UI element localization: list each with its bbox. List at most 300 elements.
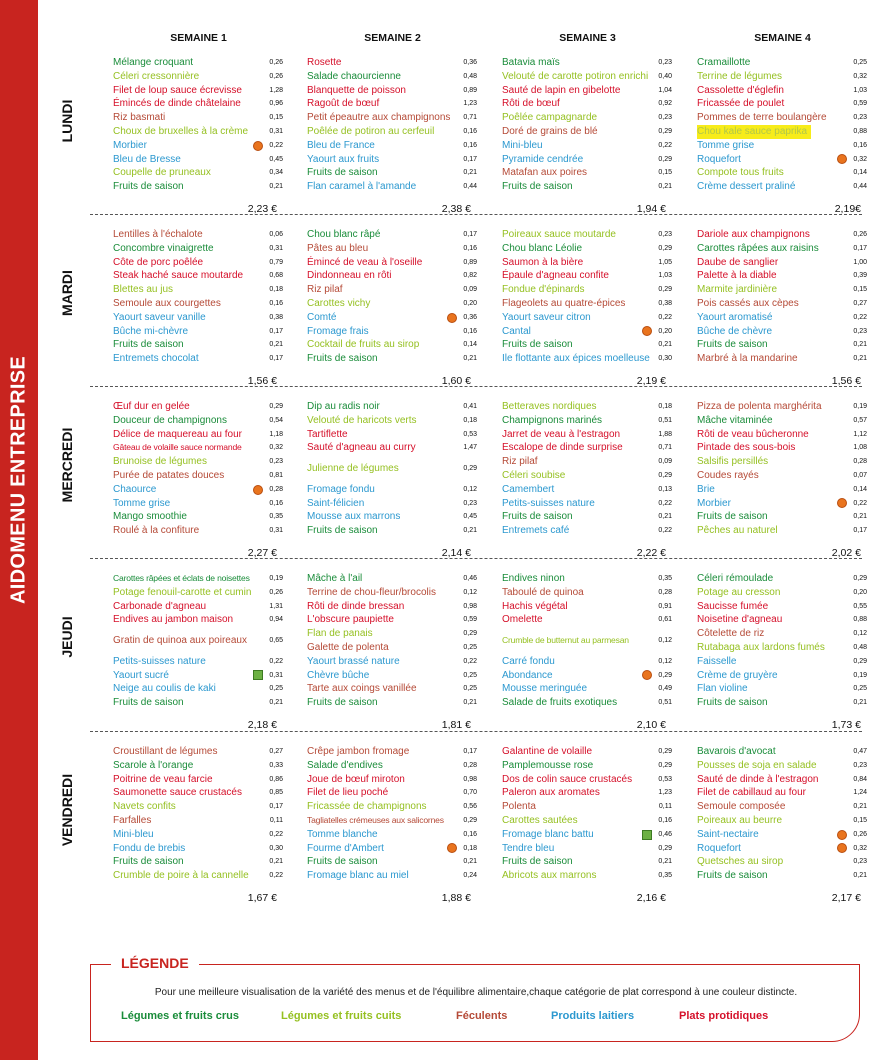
menu-item [307,497,477,511]
menu-item [307,166,477,180]
dish-name: Farfalles [113,815,152,826]
dish-name: Pamplemousse rose [502,759,594,771]
dish-name: Galette de polenta [307,642,389,653]
menu-item [502,325,672,339]
dish-price: 0,21 [853,513,867,521]
day-total: 2,19€ [834,203,861,215]
menu-item [307,441,477,455]
dish-name: Mélange croquant [113,57,194,68]
dish-name: Chou blanc Léolie [502,242,583,254]
dish-price: 1,28 [269,86,283,94]
dish-name: Semoule aux courgettes [113,298,221,309]
dish-name: Pintade des sous-bois [697,442,796,454]
dish-price: 0,21 [463,355,477,363]
menu-item [307,56,477,70]
dish-price: 0,26 [853,830,867,838]
dish-name: Endives au jambon maison [113,614,234,626]
dish-name: Fruits de saison [697,870,768,882]
dish-name: Côtelette de riz [697,628,765,640]
dish-name: Crème dessert praliné [697,181,796,193]
dish-name: Dos de colin sauce crustacés [502,773,633,785]
dish-name: Fruits de saison [502,339,573,351]
menu-item [697,228,867,242]
day-total: 2,38 € [441,203,471,215]
dish-name: Céleri soubise [502,470,566,481]
dish-name: Fruits de saison [307,525,378,537]
menu-item [502,84,672,98]
dish-name: Brunoise de légumes [113,456,207,468]
dish-price: 0,70 [463,789,477,797]
dish-price: 0,86 [269,775,283,783]
dish-name: Petits-suisses nature [502,497,595,509]
dish-name: Fromage blanc battu [502,828,594,840]
menu-item [697,256,867,270]
dish-price: 0,35 [658,872,672,880]
day-separator [90,386,862,387]
menu-item [113,242,283,256]
legend-item-lait: Produits laitiers [551,1010,635,1022]
menu-item [697,283,867,297]
menu-item [113,682,283,696]
dish-price: 0,26 [269,72,283,80]
dish-price: 0,59 [853,100,867,108]
menu-item [697,166,867,180]
dish-name: Cramaillotte [697,57,751,68]
legend-item-crus: Légumes et fruits crus [121,1010,239,1022]
dish-price: 0,25 [463,671,477,679]
dish-price: 0,29 [853,657,867,665]
legend-description: Pour une meilleure visualisation de la variété des menus et de l'équilibre alimentaire,chaque catégorie de plat correspond à une couleur distincte. [154,987,798,998]
dish-name: Céleri rémoulade [697,573,774,584]
menu-item [502,297,672,311]
dish-price: 0,29 [658,472,672,479]
dish-name: Chaource [113,483,157,495]
dish-price: 0,38 [658,300,672,307]
dish-name: Palette à la diable [697,270,777,282]
day-total: 1,81 € [441,719,471,731]
dish-price: 0,28 [853,458,867,466]
dish-price: 0,21 [463,858,477,866]
dish-price: 0,29 [658,128,672,135]
dish-name: Ile flottante aux épices moelleuse [502,353,650,365]
dish-price: 0,18 [463,416,477,424]
dish-name: Fruits de saison [307,697,378,709]
dish-name: Rôti de dinde bressan [307,600,405,612]
dish-price: 0,22 [853,499,867,507]
menu-item [697,352,867,366]
menu-item [502,497,672,511]
dish-name: Carbonade d'agneau [113,600,207,612]
day-total: 2,27 € [247,547,277,559]
dish-name: Fruits de saison [502,511,573,523]
menu-item [502,455,672,469]
dish-name: Salade de fruits exotiques [502,697,618,709]
dish-price: 0,21 [853,699,867,707]
dish-name: Riz basmati [113,112,166,124]
dish-price: 0,11 [269,817,283,824]
dish-price: 1,88 [658,430,672,438]
dish-price: 0,16 [269,499,283,507]
dish-name: Escalope de dinde surprise [502,442,623,454]
day-total: 1,88 € [441,892,471,904]
menu-item [697,97,867,111]
dish-name: Fromage blanc au miel [307,870,409,882]
dish-name: Tarte aux coings vanillée [307,683,417,695]
menu-item [697,586,867,600]
menu-item [307,759,477,773]
menu-item [307,800,477,814]
menu-item [502,828,672,842]
dish-price: 0,19 [853,403,867,410]
quality-label-icon [447,313,457,323]
menu-item [307,283,477,297]
day-label: MARDI [59,269,75,316]
dish-name: Chèvre bûche [307,669,370,681]
dish-name: Gratin de quinoa aux poireaux [113,635,247,647]
menu-item [502,600,672,614]
dish-price: 0,06 [269,231,283,238]
quality-label-icon [837,830,847,840]
dish-name: Poitrine de veau farcie [113,773,213,785]
dish-name: Œuf dur en gelée [113,401,190,412]
menu-item [307,669,477,683]
dish-price: 0,17 [853,527,867,535]
menu-item [307,773,477,787]
menu-item [502,311,672,325]
day-separator [90,214,862,215]
dish-price: 0,14 [463,341,477,349]
dish-price: 1,23 [463,100,477,108]
dish-name: Fruits de saison [502,181,573,193]
dish-name: Chou blanc râpé [307,229,381,240]
dish-price: 0,16 [463,141,477,149]
dish-name: Crème de gruyère [697,669,778,681]
dish-price: 1,18 [269,430,283,438]
menu-item [113,352,283,366]
dish-name: Coupelle de pruneaux [113,167,211,179]
dish-name: Saucisse fumée [697,600,769,612]
menu-item [113,180,283,194]
menu-item [113,269,283,283]
menu-item [307,613,477,627]
dish-name: Comté [307,311,337,323]
dish-name: Flan violine [697,683,748,695]
dish-name: Poireaux sauce moutarde [502,229,616,240]
menu-item [113,669,283,683]
dish-name: Yaourt saveur vanille [113,311,206,323]
dish-price: 0,46 [658,830,672,838]
dish-price: 0,89 [463,86,477,94]
dish-name: Fourme d'Ambert [307,842,384,854]
dish-name: Ragoût de bœuf [307,98,380,110]
week-header: SEMAINE 3 [559,32,616,44]
dish-name: Crumble de butternut au parmesan [502,635,629,646]
dish-name: Batavia maïs [502,57,560,68]
dish-price: 0,29 [658,286,672,294]
dish-price: 0,26 [269,588,283,596]
dish-price: 0,96 [269,100,283,108]
menu-item [113,400,283,414]
menu-item [697,773,867,787]
dish-name: Betteraves nordiques [502,401,597,412]
menu-item [697,600,867,614]
menu-item [697,428,867,442]
dish-price: 0,17 [269,327,283,335]
menu-item [502,242,672,256]
dish-price: 0,20 [658,327,672,335]
dish-name: Fruits de saison [697,339,768,351]
day-total: 1,73 € [831,719,861,731]
menu-item [697,311,867,325]
dish-price: 0,14 [853,485,867,493]
day-separator [90,731,862,732]
dish-price: 0,21 [658,513,672,521]
dish-price: 0,41 [463,403,477,410]
menu-item [697,269,867,283]
dish-price: 0,29 [463,630,477,638]
dish-price: 0,53 [463,430,477,438]
dish-name: Bûche de chèvre [697,325,773,337]
menu-item [697,153,867,167]
dish-name: Joue de bœuf miroton [307,773,405,785]
dish-name: Saint-nectaire [697,828,759,840]
dish-price: 0,24 [463,872,477,880]
menu-item [113,56,283,70]
dish-name: Rutabaga aux lardons fumés [697,642,825,653]
day-total: 2,10 € [636,719,666,731]
dish-name: Mâche vitaminée [697,414,773,426]
menu-item [307,696,477,710]
menu-item [113,524,283,538]
day-total: 2,18 € [247,719,277,731]
dish-price: 0,25 [463,644,477,651]
menu-item [307,256,477,270]
menu-item [502,352,672,366]
menu-item [502,428,672,442]
dish-name: Velouté de carotte potiron enrichi [502,70,649,82]
dish-price: 0,22 [658,527,672,535]
dish-price: 0,16 [463,830,477,838]
dish-name: Petits-suisses nature [113,655,206,667]
dish-name: Saumon à la bière [502,256,584,268]
dish-price: 0,45 [463,513,477,521]
dish-price: 0,38 [269,313,283,321]
menu-item [502,256,672,270]
dish-name: Purée de patates douces [113,470,225,481]
dish-price: 0,71 [658,444,672,452]
dish-price: 0,34 [269,169,283,177]
menu-item [307,153,477,167]
menu-item [307,125,477,139]
dish-name: Tomme blanche [307,828,378,840]
dish-price: 1,03 [658,272,672,280]
dish-price: 0,48 [463,72,477,80]
menu-item [307,627,477,641]
dish-name: Carottes râpées et éclats de noisettes [113,573,250,583]
dish-name: Gâteau de volaille sauce normande [113,442,242,453]
dish-price: 0,17 [853,244,867,252]
dish-name: Tartiflette [307,428,348,440]
menu-item [697,111,867,125]
dish-price: 0,36 [463,59,477,66]
dish-name: Blettes au jus [113,284,174,296]
menu-item [697,855,867,869]
dish-name: Épaule d'agneau confite [502,270,609,282]
quality-label-icon [447,843,457,853]
menu-item [113,325,283,339]
menu-item [307,855,477,869]
menu-item [113,483,283,497]
menu-item [697,869,867,883]
menu-item [113,311,283,325]
quality-label-icon [253,141,263,151]
dish-price: 1,00 [853,258,867,266]
menu-item [502,627,672,655]
menu-item [697,745,867,759]
dish-price: 0,44 [853,183,867,191]
dish-name: Saint-félicien [307,497,365,509]
dish-name: Pois cassés aux cèpes [697,298,799,309]
menu-item [307,682,477,696]
dish-name: Quetsches au sirop [697,856,784,868]
dish-price: 0,18 [658,403,672,410]
dish-name: Faisselle [697,655,737,667]
dish-name: Mâche à l'ail [307,573,363,584]
dish-price: 0,31 [269,244,283,252]
dish-name: Yaourt aromatisé [697,311,773,323]
quality-label-icon [642,326,652,336]
dish-price: 0,89 [463,258,477,266]
menu-item [502,773,672,787]
dish-name: Yaourt sucré [113,669,169,681]
menu-item [113,600,283,614]
dish-price: 0,21 [658,858,672,866]
dish-price: 0,21 [269,858,283,866]
menu-item [113,572,283,586]
dish-name: Salade d'endives [307,759,383,771]
dish-price: 0,82 [463,272,477,280]
quality-label-icon [253,485,263,495]
menu-item [307,297,477,311]
dish-name: Fruits de saison [307,353,378,365]
menu-item [307,325,477,339]
dish-name: Roulé à la confiture [113,525,200,537]
legend-box [90,955,860,1042]
menu-item [307,455,477,483]
day-total: 1,60 € [441,375,471,387]
menu-item [697,483,867,497]
week-header: SEMAINE 1 [170,32,227,44]
dish-name: Paleron aux aromates [502,787,600,799]
menu-item [113,441,283,455]
dish-price: 0,28 [269,485,283,493]
dish-price: 0,59 [463,616,477,624]
menu-item [307,180,477,194]
dish-price: 1,04 [658,86,672,94]
dish-name: Navets confits [113,801,176,813]
dish-price: 0,29 [658,155,672,163]
dish-name: Pyramide cendrée [502,153,584,165]
week-header: SEMAINE 2 [364,32,421,44]
dish-name: Délice de maquereau au four [113,428,242,440]
dish-name: Scarole à l'orange [113,759,194,771]
menu-item [307,510,477,524]
day-label: LUNDI [59,99,75,142]
dish-price: 0,19 [853,671,867,679]
dish-name: Fondue d'épinards [502,284,585,296]
day-block-jeudi [0,572,893,731]
dish-name: Filet de cabillaud au four [697,787,806,799]
dish-price: 0,21 [463,699,477,707]
dish-price: 1,47 [463,444,477,452]
dish-name: Daube de sanglier [697,256,779,268]
menu-item [697,441,867,455]
dish-name: Marmite jardinière [697,284,778,296]
dish-name: Dindonneau en rôti [307,270,392,282]
dish-price: 0,13 [658,485,672,493]
menu-item [113,297,283,311]
dish-name: Mini-bleu [502,139,543,151]
menu-item [113,613,283,627]
dish-name: Fromage frais [307,325,369,337]
dish-name: Céleri cressonnière [113,70,200,82]
menu-item [113,745,283,759]
menu-item [113,855,283,869]
dish-price: 0,51 [658,416,672,424]
dish-name: Noisetine d'agneau [697,614,783,626]
dish-price: 0,29 [463,465,477,473]
dish-name: Jarret de veau à l'estragon [502,428,621,440]
dish-price: 0,21 [658,183,672,191]
dish-price: 0,98 [463,602,477,610]
menu-item [502,338,672,352]
menu-item [307,269,477,283]
menu-item [697,669,867,683]
dish-name: Galantine de volaille [502,746,593,757]
day-label: VENDREDI [59,773,75,846]
dish-price: 0,31 [269,671,283,679]
menu-item [307,572,477,586]
dish-price: 1,12 [853,430,867,438]
dish-price: 0,26 [853,231,867,238]
dish-price: 0,40 [658,72,672,80]
legend-item-fec: Féculents [456,1010,508,1022]
dish-price: 0,32 [269,444,283,452]
dish-name: Chou kale sauce paprika [697,125,811,139]
bio-label-icon [642,830,652,840]
menu-item [113,455,283,469]
dish-name: Mango smoothie [113,511,187,523]
dish-name: Brie [697,483,715,495]
menu-item [697,469,867,483]
dish-price: 0,15 [853,817,867,824]
menu-item [307,828,477,842]
dish-price: 0,98 [463,775,477,783]
dish-price: 0,55 [853,602,867,610]
menu-item [113,84,283,98]
menu-item [113,586,283,600]
dish-name: Matafan aux poires [502,167,588,179]
menu-item [502,759,672,773]
menu-item [502,524,672,538]
dish-price: 0,36 [463,313,477,321]
menu-item [502,855,672,869]
menu-item [697,524,867,538]
menu-item [113,70,283,84]
menu-item [697,242,867,256]
dish-price: 0,28 [658,588,672,596]
dish-name: Tomme grise [113,497,171,509]
